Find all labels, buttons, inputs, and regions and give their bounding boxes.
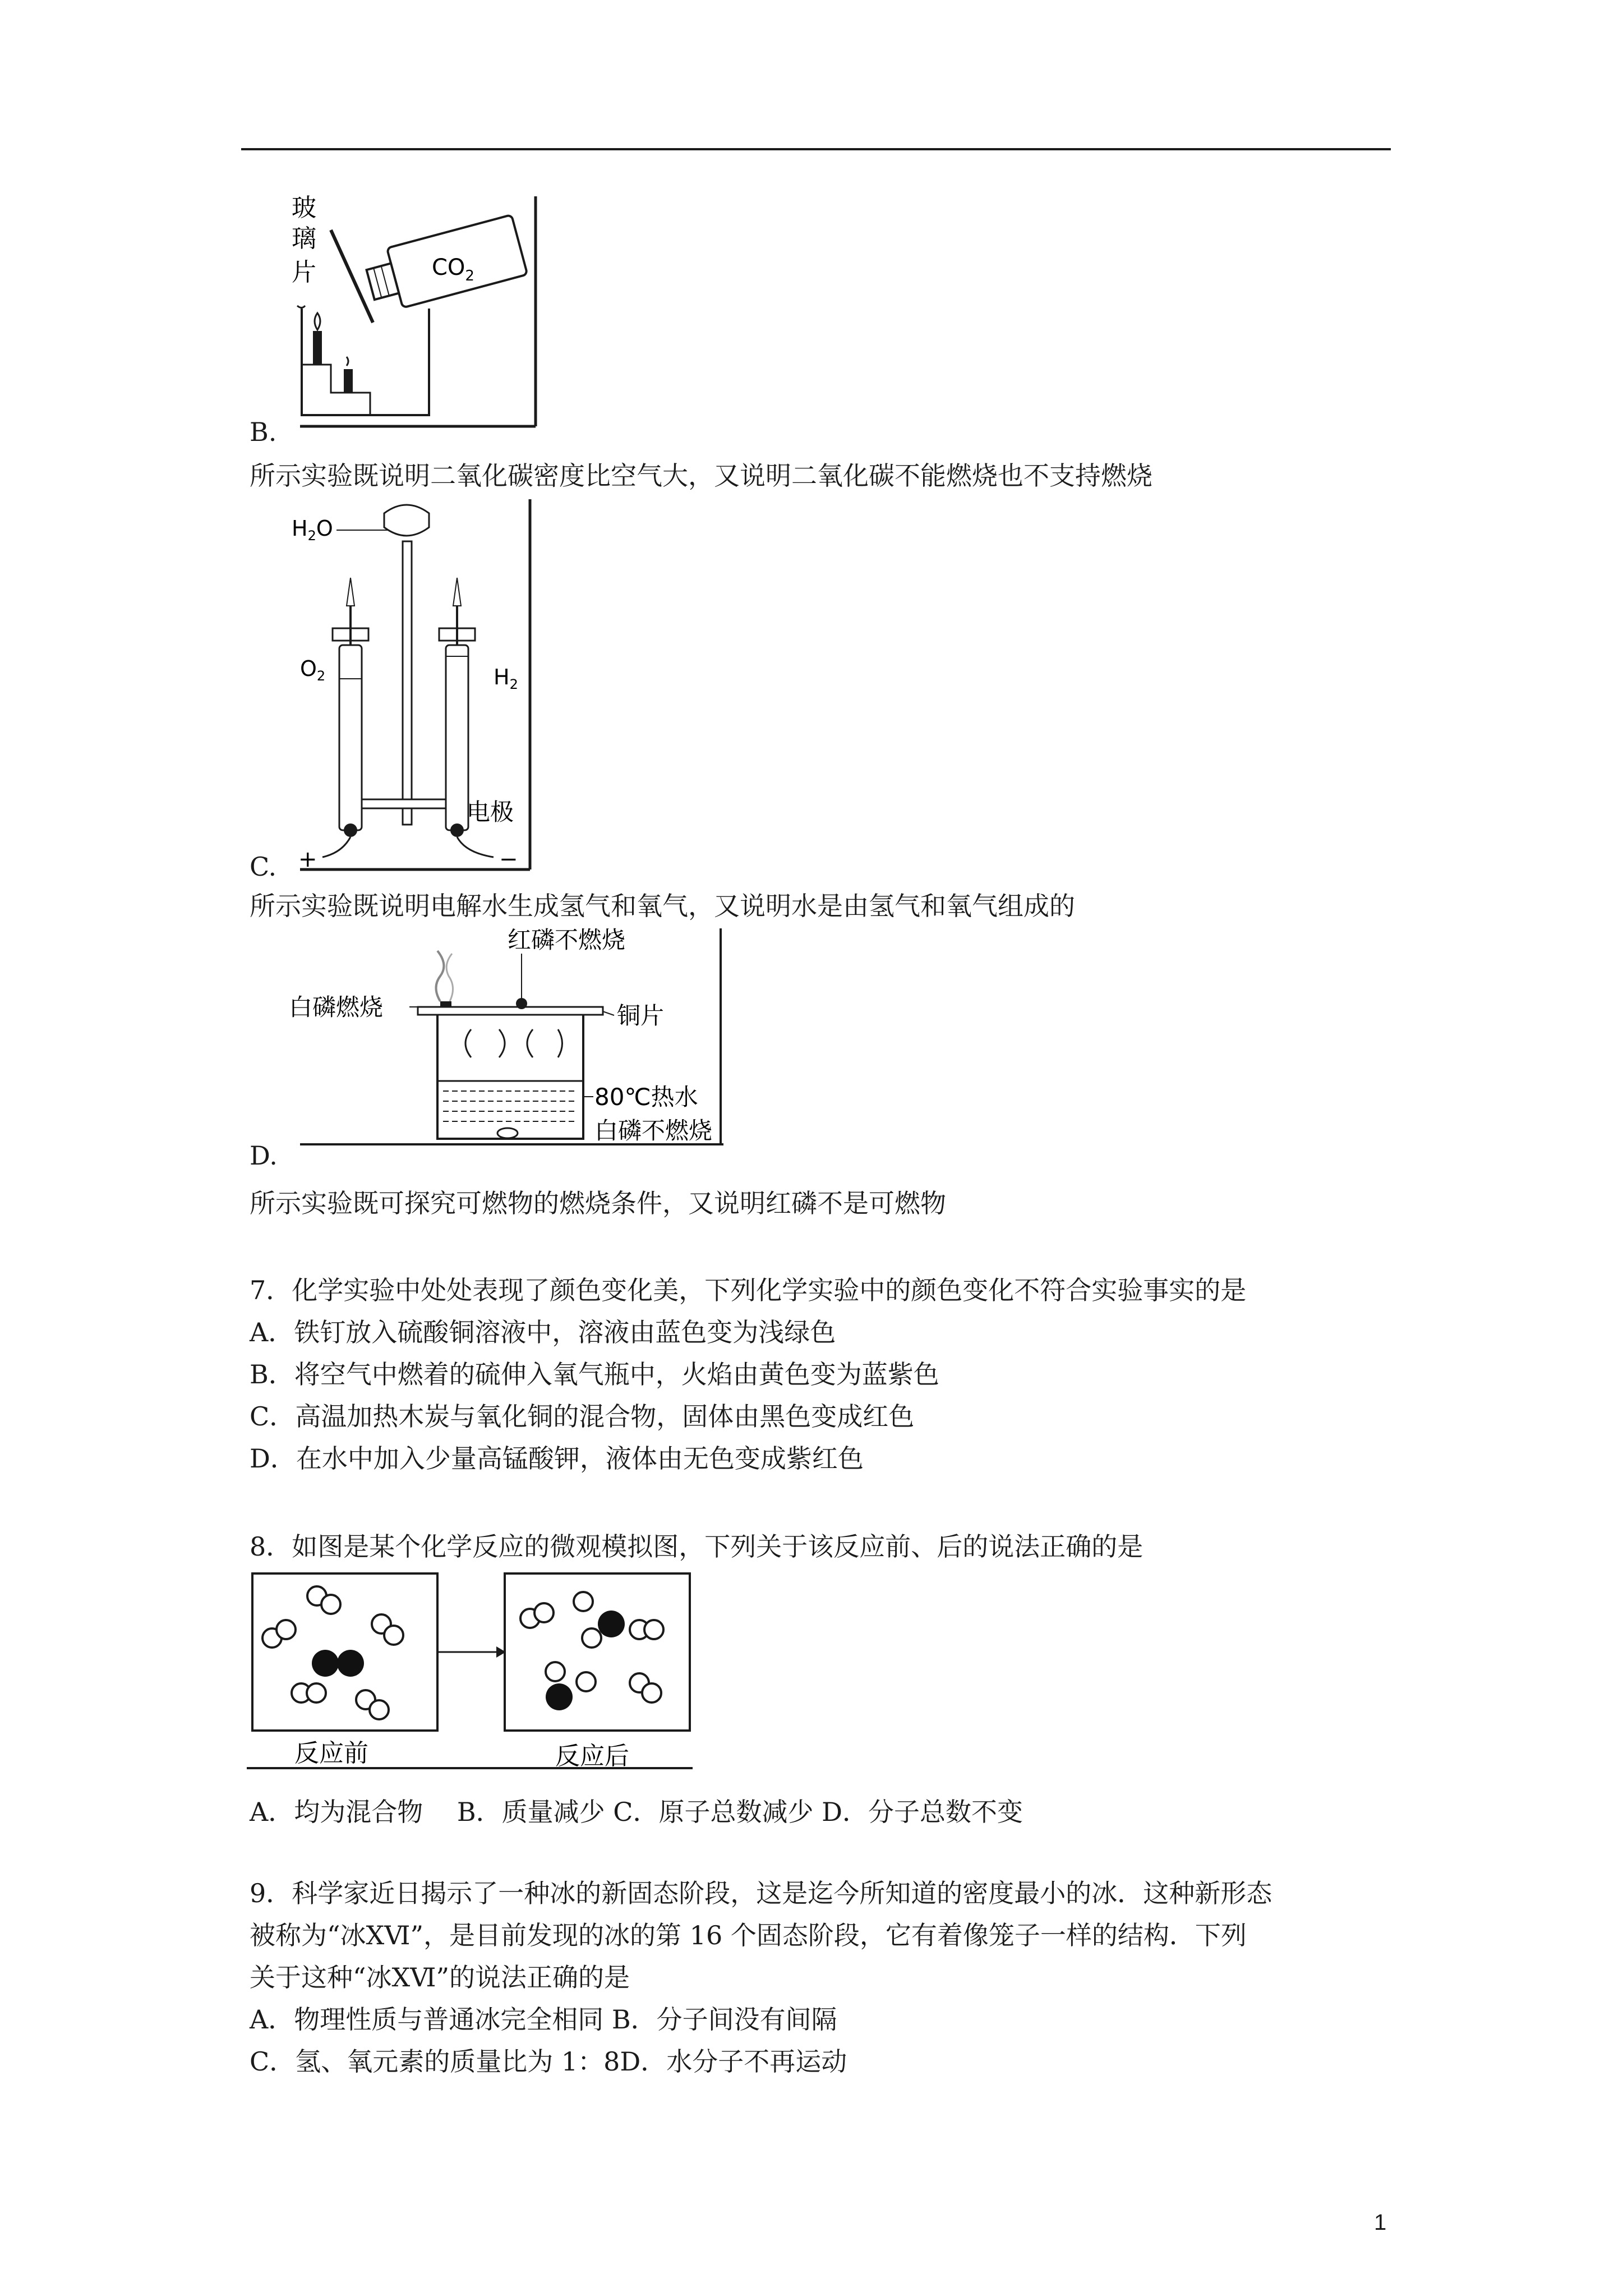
figure-d-phosphorus	[247, 923, 740, 1153]
figure-d-label: D.	[250, 1140, 278, 1171]
white-phosphorus-burn-label: 白磷燃烧	[289, 993, 384, 1021]
h2-label: $H_2$	[494, 665, 518, 692]
red-phosphorus-label: 红磷不燃烧	[508, 926, 626, 954]
q9-stem-line-3: 关于这种“冰ⅩⅥ”的说法正确的是	[250, 1962, 630, 1993]
plus-sign: +	[298, 846, 317, 872]
q8-stem: 8．如图是某个化学反应的微观模拟图，下列关于该反应前、后的说法正确的是	[250, 1531, 1144, 1562]
page-number: 1	[1374, 2210, 1387, 2235]
glass-char-2: 璃	[292, 224, 316, 253]
figure-c-electrolysis	[247, 494, 538, 875]
after-label: 反应后	[555, 1742, 629, 1770]
q9-options-cd: C．氢、氧元素的质量比为 1：8D．水分子不再运动	[250, 2046, 847, 2077]
figure-b-co2-candles	[247, 191, 561, 438]
figure-q8-micro-model	[247, 1571, 701, 1773]
figure-b-caption: 所示实验既说明二氧化碳密度比空气大，又说明二氧化碳不能燃烧也不支持燃烧	[250, 461, 1152, 491]
q9-options-ab: A．物理性质与普通冰完全相同 B．分子间没有间隔	[250, 2004, 837, 2035]
o2-label: $O_2$	[300, 656, 326, 684]
copper-label: 铜片	[617, 1002, 665, 1029]
q8-options: A．均为混合物 B．质量减少 C．原子总数减少 D．分子总数不变	[250, 1797, 1023, 1827]
q9-stem-line-2: 被称为“冰ⅩⅥ”，是目前发现的冰的第 16 个固态阶段，它有着像笼子一样的结构．下列	[250, 1920, 1247, 1950]
figure-c-caption: 所示实验既说明电解水生成氢气和氧气，又说明水是由氢气和氧气组成的	[250, 891, 1075, 921]
h2o-label: $H_2O$	[292, 516, 333, 544]
q7-stem: 7．化学实验中处处表现了颜色变化美，下列化学实验中的颜色变化不符合实验事实的是	[250, 1275, 1247, 1305]
header-rule	[241, 148, 1391, 150]
glass-char-1: 玻	[292, 194, 316, 222]
glass-char-3: 片	[292, 258, 316, 287]
figure-b-label: B.	[250, 417, 277, 447]
q7-option-c: C．高温加热木炭与氧化铜的混合物，固体由黑色变成红色	[250, 1401, 915, 1432]
hot-water-label: 80℃热水	[594, 1083, 698, 1111]
before-label: 反应前	[294, 1739, 368, 1768]
electrode-label: 电极	[467, 798, 514, 826]
figure-d-caption: 所示实验既可探究可燃物的燃烧条件，又说明红磷不是可燃物	[250, 1188, 946, 1218]
co2-label: $CO_2$	[432, 255, 474, 284]
q7-option-a: A．铁钉放入硫酸铜溶液中，溶液由蓝色变为浅绿色	[250, 1317, 836, 1347]
q9-stem-line-1: 9．科学家近日揭示了一种冰的新固态阶段，这是迄今所知道的密度最小的冰．这种新形态	[250, 1878, 1272, 1908]
q7-option-d: D．在水中加入少量高锰酸钾，液体由无色变成紫红色	[250, 1443, 864, 1474]
white-phosphorus-noburn-label: 白磷不燃烧	[594, 1117, 713, 1144]
figure-c-label: C.	[250, 852, 277, 882]
q7-option-b: B．将空气中燃着的硫伸入氧气瓶中，火焰由黄色变为蓝紫色	[250, 1359, 939, 1389]
minus-sign: −	[499, 846, 518, 872]
